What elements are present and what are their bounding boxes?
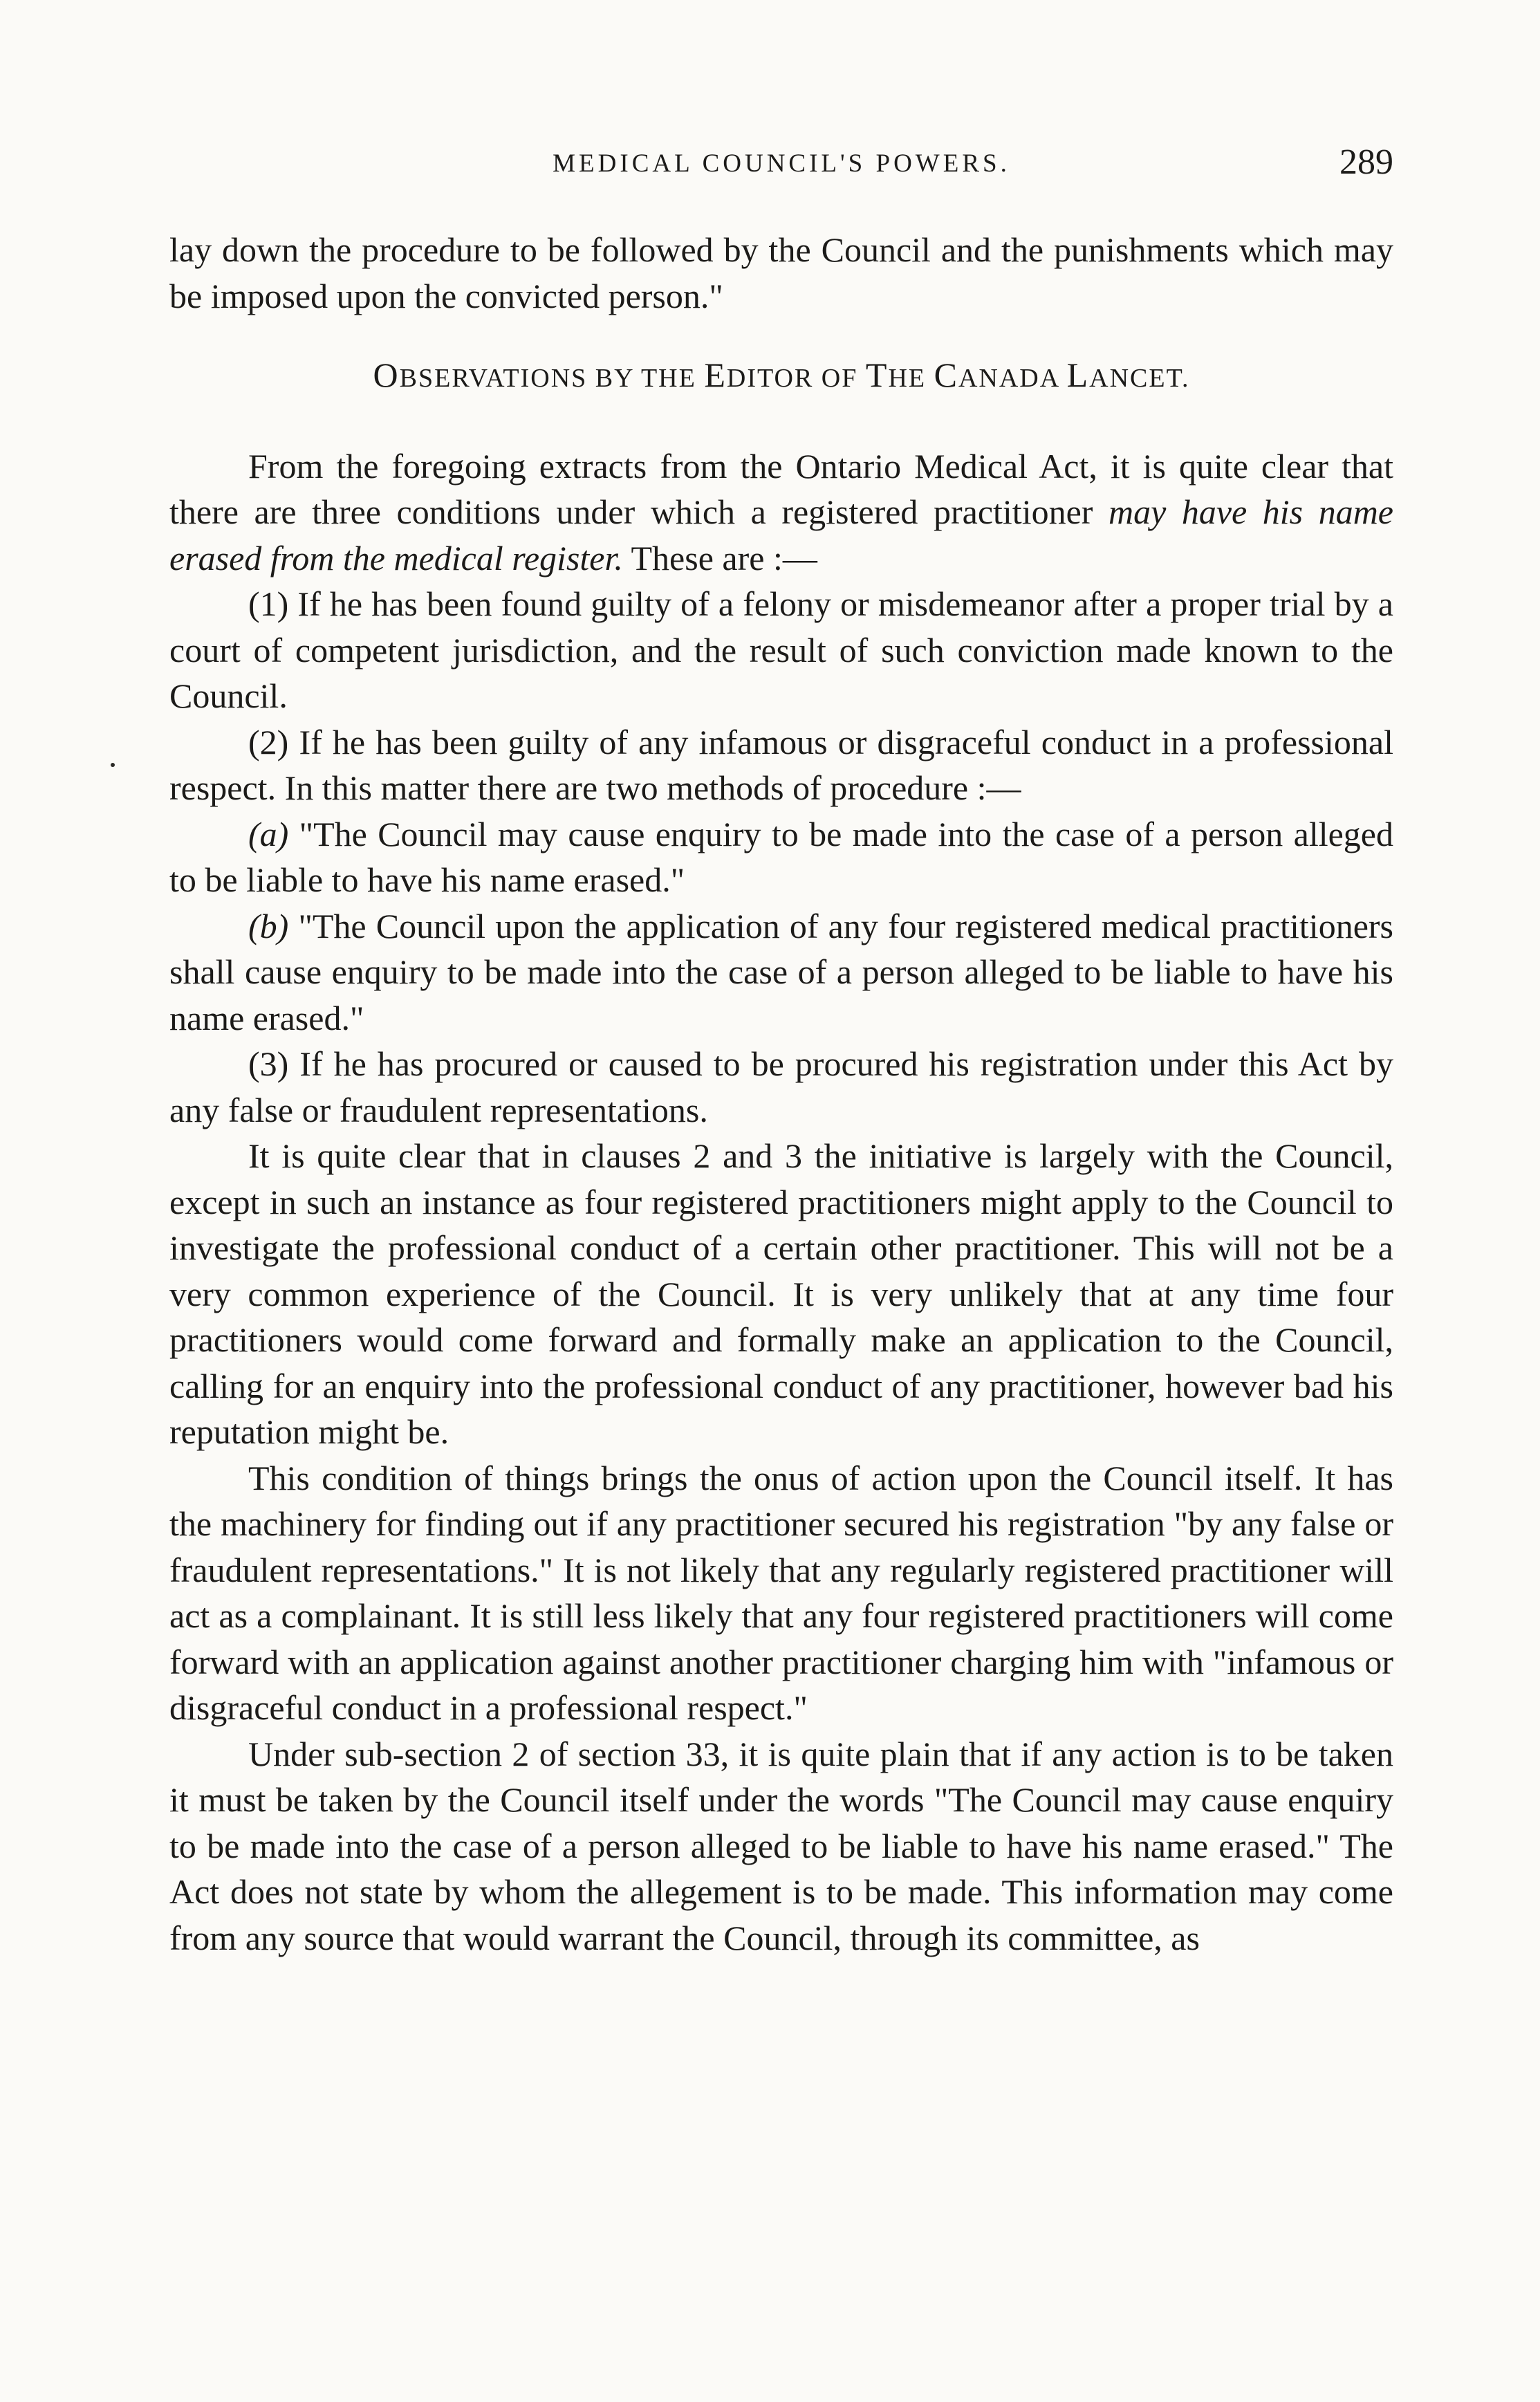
ink-speck: [111, 763, 115, 767]
clause-1: (1) If he has been found guilty of a felony or misdemeanor after a proper trial by a court of competent jurisdiction, and the result of such conviction made known to the Council.: [169, 584, 1393, 715]
clause-2b: (b) "The Council upon the application of any four registered medical practitioners shall cause enquiry to be made into the case of a person alleged to be liable to have his name erased.": [169, 906, 1393, 1037]
intro-italic: may have his name erased from the medical register.: [169, 492, 1393, 578]
initiative-paragraph: It is quite clear that in clauses 2 and 3 the initiative is largely with the Council, except in such an instance as four registered practitioners might apply to the Council to investigate the professional conduct of a certain other practitioner. This will not be a very common experience of the Council. It is very unlikely that at any time four practitioners would come forward and formally make an application to the Council, calling for an enquiry into the professional conduct of any practitioner, however bad his reputation might be.: [169, 1136, 1393, 1451]
onus-paragraph: This condition of things brings the onus of action upon the Council itself. It has the machinery for finding out if any practitioner secured his registration "by any false or fraudulent representations." It is not likely that any regularly registered practitioner will act as a complainant. It is still less likely that any four registered practitioners will come forward with an application against another practitioner charging him with "infamous or disgraceful conduct in a professional respect.": [169, 1458, 1393, 1727]
running-head: [169, 142, 1393, 190]
section-heading: OBSERVATIONS BY THE EDITOR OF THE CANADA LANCET.: [373, 355, 1190, 394]
page-number: 289: [1339, 142, 1393, 182]
running-title: MEDICAL COUNCIL'S POWERS.: [553, 149, 1010, 178]
clause-2: (2) If he has been guilty of any infamous or disgraceful conduct in a professional respect. In this matter there are two methods of procedure :—: [169, 722, 1393, 807]
clause-2a: (a) "The Council may cause enquiry to be made into the case of a person alleged to be liable to have his name erased.": [169, 814, 1393, 899]
intro-paragraph: From the foregoing extracts from the Ontario Medical Act, it is quite clear that there are three conditions under which a registered practitioner may have his name erased from the medical register. These are :—: [169, 446, 1393, 578]
continuation-paragraph: lay down the procedure to be followed by the Council and the punishments which may be imposed upon the convicted person.": [169, 230, 1393, 315]
body-text: [169, 227, 1393, 1961]
subsection-paragraph: Under sub-section 2 of section 33, it is quite plain that if any action is to be taken it must be taken by the Council itself under the words "The Council may cause enquiry to be made into the case of a person alleged to be liable to have his name erased." The Act does not state by whom the allegement is to be made. This information may come from any source that would warrant the Council, through its committee, as: [169, 1734, 1393, 1957]
clause-3: (3) If he has procured or caused to be procured his registration under this Act by any false or fraudulent representations.: [169, 1044, 1393, 1129]
